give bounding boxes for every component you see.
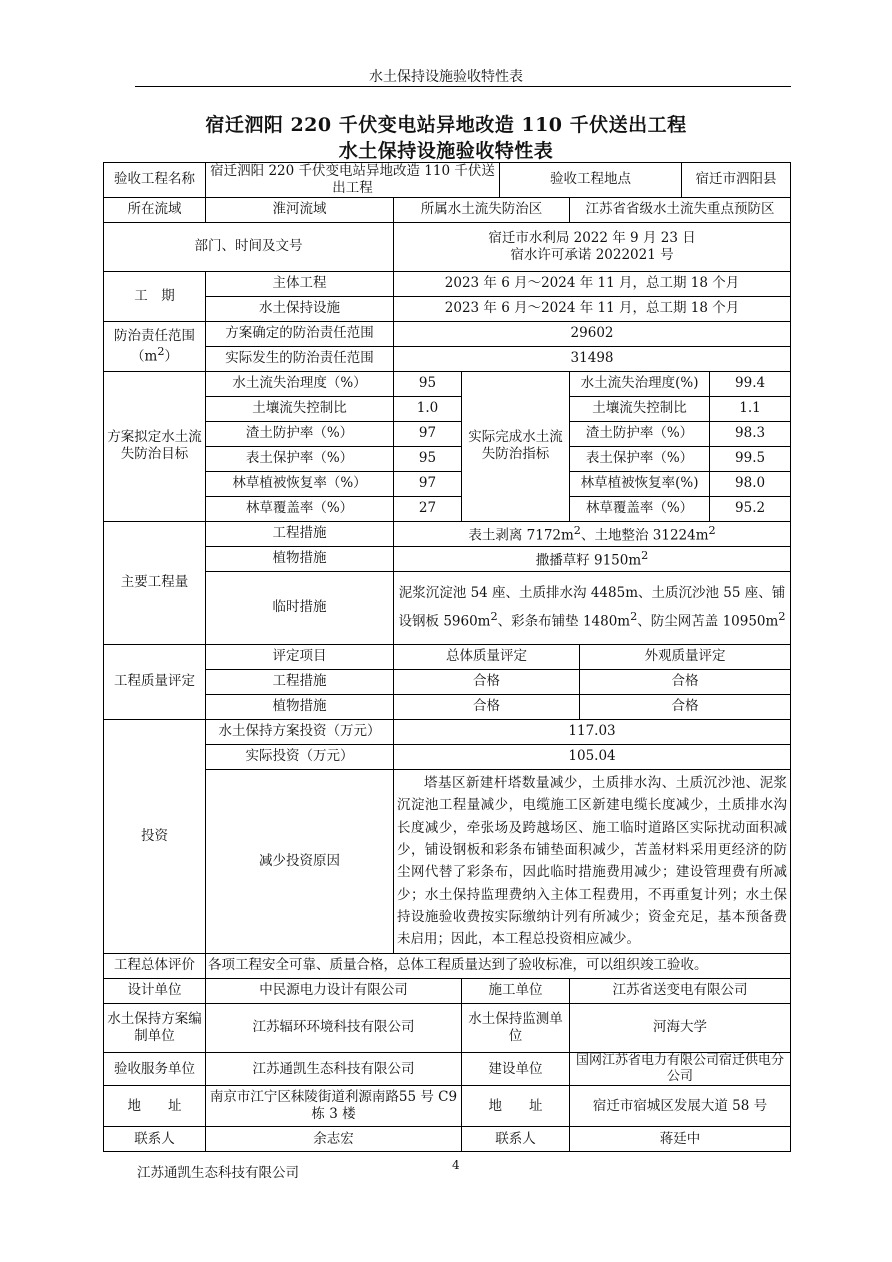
inv-actual-label: 实际投资（万元） <box>206 744 394 769</box>
target-planned: 1.0 <box>394 396 462 421</box>
scope-planned-label: 方案确定的防治责任范围 <box>206 321 394 346</box>
q-eng-overall: 合格 <box>394 669 580 694</box>
target-name: 土壤流失控制比 <box>206 396 394 421</box>
quality-item-header: 评定项目 <box>206 644 394 669</box>
q-veg-label: 植物措施 <box>206 694 394 719</box>
basin-label: 所在流域 <box>104 197 206 222</box>
actual-value: 99.5 <box>710 446 791 471</box>
period-label: 工 期 <box>104 271 206 321</box>
actual-value: 98.3 <box>710 421 791 446</box>
eng-measures: 表土剥离 $7172m^2$、土地整治 $31224m^2$ <box>394 521 791 546</box>
actual-value: 98.0 <box>710 471 791 496</box>
target-planned: 95 <box>394 446 462 471</box>
basin: 淮河流域 <box>206 197 394 222</box>
swc-facility-period: 2023 年 6 月～2024 年 11 月，总工期 18 个月 <box>394 296 791 321</box>
investment-label: 投资 <box>104 719 206 953</box>
construction-unit-label: 施工单位 <box>462 978 570 1003</box>
actual-value: 1.1 <box>710 396 791 421</box>
inv-plan-label: 水土保持方案投资（万元） <box>206 719 394 744</box>
works-label: 主要工程量 <box>104 521 206 644</box>
target-name: 表土保护率（%） <box>206 446 394 471</box>
temp-measures-label: 临时措施 <box>206 571 394 644</box>
scope-label-cell <box>104 321 206 371</box>
q-eng-appearance: 合格 <box>580 669 791 694</box>
address-label: 地 址 <box>104 1086 206 1127</box>
actual-value: 99.4 <box>710 371 791 396</box>
inv-reason-cell <box>394 769 791 953</box>
target-name: 林草植被恢复率（%） <box>206 471 394 496</box>
q-veg-overall: 合格 <box>394 694 580 719</box>
acceptance-spec-table <box>103 162 791 1152</box>
contact-label: 联系人 <box>104 1127 206 1152</box>
scope-actual-label: 实际发生的防治责任范围 <box>206 346 394 371</box>
actual-name: 林草覆盖率（%） <box>570 496 710 521</box>
owner-unit: 国网江苏省电力有限公司宿迁供电分公司 <box>570 1052 791 1086</box>
actual-name: 土壤流失控制比 <box>570 396 710 421</box>
actual-name: 渣土防护率（%） <box>570 421 710 446</box>
page-number: 4 <box>452 1158 460 1172</box>
document-title: 宿迁泗阳 220 千伏变电站异地改造 110 千伏送出工程 <box>205 114 687 136</box>
service-unit-label: 验收服务单位 <box>104 1052 206 1086</box>
construction-unit: 江苏省送变电有限公司 <box>570 978 791 1003</box>
approval-line2: 宿水许可承诺 2022021 号 <box>510 246 674 263</box>
scope-unit: $(m^2)$ <box>131 344 178 364</box>
address-owner: 宿迁市宿城区发展大道 58 号 <box>570 1086 791 1127</box>
monitor-unit: 河海大学 <box>570 1003 791 1052</box>
inv-reason-label: 减少投资原因 <box>206 769 394 953</box>
overall-eval-label: 工程总体评价 <box>104 953 206 978</box>
scope-label: 防治责任范围 <box>114 327 195 344</box>
inv-actual: 105.04 <box>394 744 791 769</box>
main-works-label: 主体工程 <box>206 271 394 296</box>
contact-owner-label: 联系人 <box>462 1127 570 1152</box>
actual-name: 表土保护率（%） <box>570 446 710 471</box>
quality-overall-header: 总体质量评定 <box>394 644 580 669</box>
design-unit-label: 设计单位 <box>104 978 206 1003</box>
contact-service: 余志宏 <box>206 1127 462 1152</box>
location: 宿迁市泗阳县 <box>682 163 791 198</box>
target-planned: 27 <box>394 496 462 521</box>
plan-unit: 江苏辐环环境科技有限公司 <box>206 1003 462 1052</box>
target-planned: 97 <box>394 471 462 496</box>
target-name: 水土流失治理度（%） <box>206 371 394 396</box>
actual-value: 95.2 <box>710 496 791 521</box>
approval-info <box>394 222 791 271</box>
quality-label: 工程质量评定 <box>104 644 206 719</box>
actual-label: 实际完成水土流失防治指标 <box>462 371 570 521</box>
monitor-unit-label: 水土保持监测单位 <box>462 1003 570 1052</box>
footer-company: 江苏通凯生态科技有限公司 <box>137 1165 299 1181</box>
q-eng-label: 工程措施 <box>206 669 394 694</box>
overall-eval: 各项工程安全可靠、质量合格，总体工程质量达到了验收标准，可以组织竣工验收。 <box>206 953 791 978</box>
target-planned: 95 <box>394 371 462 396</box>
document-subtitle: 水土保持设施验收特性表 <box>338 140 554 162</box>
actual-name: 林草植被恢复率(%) <box>570 471 710 496</box>
plan-unit-label: 水土保持方案编制单位 <box>104 1003 206 1052</box>
header-rule <box>135 86 791 87</box>
eng-measures-label: 工程措施 <box>206 521 394 546</box>
scope-actual: 31498 <box>394 346 791 371</box>
contact-owner: 蒋廷中 <box>570 1127 791 1152</box>
address-owner-label: 地 址 <box>462 1086 570 1127</box>
design-unit: 中民源电力设计有限公司 <box>206 978 462 1003</box>
project-name-label: 验收工程名称 <box>104 163 206 198</box>
actual-name: 水土流失治理度(%) <box>570 371 710 396</box>
target-planned: 97 <box>394 421 462 446</box>
zone: 江苏省省级水土流失重点预防区 <box>570 197 791 222</box>
target-label: 方案拟定水土流失防治目标 <box>104 371 206 521</box>
running-header: 水土保持设施验收特性表 <box>369 69 523 85</box>
temp-measures: 泥浆沉淀池 54 座、土质排水沟 4485m、土质沉沙池 55 座、铺设钢板 $5960m^2$、彩条布铺垫 $1480m^2$、防尘网苫盖 $10950m^2$ <box>394 571 791 644</box>
main-works-period: 2023 年 6 月～2024 年 11 月，总工期 18 个月 <box>394 271 791 296</box>
target-name: 林草覆盖率（%） <box>206 496 394 521</box>
address-service: 南京市江宁区秣陵街道利源南路55 号 C9 栋 3 楼 <box>206 1086 462 1127</box>
inv-plan: 117.03 <box>394 719 791 744</box>
inv-reason: 塔基区新建杆塔数量减少，土质排水沟、土质沉沙池、泥浆沉淀池工程量减少，电缆施工区新建电缆长度减少，土质排水沟长度减少，牵张场及跨越场区、施工临时道路区实际扰动面积减少，铺设钢板和彩条布铺垫面积减少，苫盖材料采用更经济的防尘网代替了彩条布，因此临时措施费用减少；建设管理费有所减少；水土保持监理费纳入主体工程费用，不再重复计列；水土保持设施验收费按实际缴纳计列有所减少；资金充足，基本预备费未启用；因此，本工程总投资相应减少。 <box>397 775 788 948</box>
veg-measures: 撒播草籽 $9150m^2$ <box>394 546 791 571</box>
approval-label: 部门、时间及文号 <box>104 222 394 271</box>
quality-appearance-header: 外观质量评定 <box>580 644 791 669</box>
swc-facility-label: 水土保持设施 <box>206 296 394 321</box>
location-label: 验收工程地点 <box>500 163 682 198</box>
approval-line1: 宿迁市水利局 2022 年 9 月 23 日 <box>488 229 696 246</box>
service-unit: 江苏通凯生态科技有限公司 <box>206 1052 462 1086</box>
veg-measures-label: 植物措施 <box>206 546 394 571</box>
owner-unit-label: 建设单位 <box>462 1052 570 1086</box>
scope-planned: 29602 <box>394 321 791 346</box>
target-name: 渣土防护率（%） <box>206 421 394 446</box>
zone-label: 所属水土流失防治区 <box>394 197 570 222</box>
q-veg-appearance: 合格 <box>580 694 791 719</box>
project-name: 宿迁泗阳 220 千伏变电站异地改造 110 千伏送出工程 <box>206 163 500 198</box>
